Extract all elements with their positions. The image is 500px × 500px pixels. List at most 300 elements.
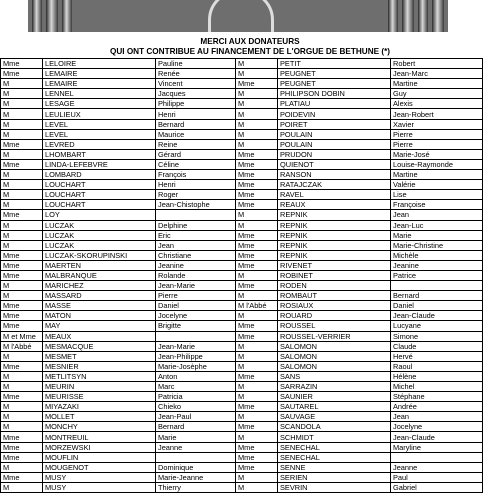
left-title-cell: Mme <box>1 159 43 169</box>
right-firstname-cell: Michel <box>391 382 483 392</box>
right-title-cell: M <box>236 109 278 119</box>
table-row <box>1 321 483 331</box>
table-row <box>1 351 483 361</box>
left-surname-cell: LUCZAK <box>43 220 156 230</box>
left-title-cell: Mme <box>1 210 43 220</box>
right-surname-cell: SAUVAGE <box>278 412 391 422</box>
left-firstname-cell: Thierry <box>156 482 236 492</box>
left-surname-cell: LEMAIRE <box>43 69 156 79</box>
right-firstname-cell: Pierre <box>391 129 483 139</box>
right-surname-cell: RIVENET <box>278 260 391 270</box>
right-title-cell: M <box>236 392 278 402</box>
right-firstname-cell: Jean-Marc <box>391 69 483 79</box>
table-row <box>1 291 483 301</box>
table-row <box>1 371 483 381</box>
left-surname-cell: MAY <box>43 321 156 331</box>
right-surname-cell: SCANDOLA <box>278 422 391 432</box>
right-surname-cell: SENNE <box>278 462 391 472</box>
left-title-cell: Mme <box>1 270 43 280</box>
right-surname-cell: REPNIK <box>278 230 391 240</box>
table-row <box>1 482 483 492</box>
left-surname-cell: LEVEL <box>43 119 156 129</box>
left-surname-cell: MALBRANQUE <box>43 270 156 280</box>
left-surname-cell: LOUCHART <box>43 180 156 190</box>
left-title-cell: Mme <box>1 472 43 482</box>
left-firstname-cell: Jean-Paul <box>156 412 236 422</box>
right-title-cell: M <box>236 129 278 139</box>
right-title-cell: Mme <box>236 149 278 159</box>
left-title-cell: Mme <box>1 361 43 371</box>
right-title-cell: M <box>236 139 278 149</box>
left-surname-cell: LENNEL <box>43 89 156 99</box>
left-surname-cell: LUCZAK <box>43 230 156 240</box>
left-title-cell: M <box>1 412 43 422</box>
right-title-cell: M <box>236 432 278 442</box>
table-row <box>1 190 483 200</box>
left-title-cell: M <box>1 382 43 392</box>
right-firstname-cell: Paul <box>391 472 483 482</box>
table-row <box>1 230 483 240</box>
right-surname-cell: PHILIPSON DOBIN <box>278 89 391 99</box>
left-surname-cell: LEMAIRE <box>43 79 156 89</box>
left-title-cell: M <box>1 190 43 200</box>
right-firstname-cell: Lise <box>391 190 483 200</box>
left-firstname-cell: Henri <box>156 180 236 190</box>
left-surname-cell: MAERTEN <box>43 260 156 270</box>
left-surname-cell: MONTREUIL <box>43 432 156 442</box>
left-surname-cell: MOUFLIN <box>43 452 156 462</box>
right-surname-cell: SENECHAL <box>278 452 391 462</box>
right-firstname-cell: Claude <box>391 341 483 351</box>
table-row <box>1 452 483 462</box>
left-title-cell: M <box>1 180 43 190</box>
left-title-cell: M <box>1 402 43 412</box>
table-row <box>1 412 483 422</box>
table-row <box>1 159 483 169</box>
left-surname-cell: MESMET <box>43 351 156 361</box>
left-firstname-cell: Dominique <box>156 462 236 472</box>
left-surname-cell: MORZEWSKI <box>43 442 156 452</box>
left-title-cell: Mme <box>1 452 43 462</box>
left-title-cell: M <box>1 200 43 210</box>
table-row <box>1 472 483 482</box>
right-title-cell: M <box>236 99 278 109</box>
right-title-cell: Mme <box>236 200 278 210</box>
table-row <box>1 79 483 89</box>
right-title-cell: M <box>236 472 278 482</box>
table-row <box>1 382 483 392</box>
left-firstname-cell: Jean-Philippe <box>156 351 236 361</box>
left-title-cell: M <box>1 170 43 180</box>
left-title-cell: Mme <box>1 250 43 260</box>
table-row <box>1 281 483 291</box>
left-title-cell: M <box>1 109 43 119</box>
right-surname-cell: REPNIK <box>278 250 391 260</box>
organ-photo <box>28 0 448 32</box>
left-firstname-cell: Marie-Josèphe <box>156 361 236 371</box>
right-firstname-cell: Gabriel <box>391 482 483 492</box>
left-surname-cell: METLITSYN <box>43 371 156 381</box>
left-surname-cell: MONCHY <box>43 422 156 432</box>
left-surname-cell: LUCZAK <box>43 240 156 250</box>
heading-line-1: MERCI AUX DONATEURS <box>200 37 300 46</box>
table-row <box>1 361 483 371</box>
left-firstname-cell: Roger <box>156 190 236 200</box>
left-title-cell: Mme <box>1 432 43 442</box>
left-surname-cell: MESNIER <box>43 361 156 371</box>
right-title-cell: Mme <box>236 190 278 200</box>
left-title-cell: Mme <box>1 311 43 321</box>
right-title-cell: Mme <box>236 442 278 452</box>
left-firstname-cell: François <box>156 170 236 180</box>
left-title-cell: M <box>1 220 43 230</box>
right-firstname-cell: Pierre <box>391 139 483 149</box>
left-surname-cell: MATON <box>43 311 156 321</box>
left-firstname-cell: Reine <box>156 139 236 149</box>
left-surname-cell: LELOIRE <box>43 59 156 69</box>
left-firstname-cell: Daniel <box>156 301 236 311</box>
left-surname-cell: MEURIN <box>43 382 156 392</box>
right-firstname-cell: Jeanne <box>391 462 483 472</box>
left-firstname-cell: Eric <box>156 230 236 240</box>
right-surname-cell: SARRAZIN <box>278 382 391 392</box>
left-firstname-cell: Renée <box>156 69 236 79</box>
left-firstname-cell: Marc <box>156 382 236 392</box>
right-title-cell: Mme <box>236 79 278 89</box>
table-row <box>1 119 483 129</box>
table-row <box>1 109 483 119</box>
table-row <box>1 442 483 452</box>
right-surname-cell: POIRET <box>278 119 391 129</box>
right-title-cell: Mme <box>236 281 278 291</box>
left-title-cell: M <box>1 149 43 159</box>
left-surname-cell: LEULIEUX <box>43 109 156 119</box>
right-firstname-cell: Marie-José <box>391 149 483 159</box>
right-surname-cell: POIDEVIN <box>278 109 391 119</box>
left-title-cell: M l'Abbé <box>1 341 43 351</box>
left-firstname-cell: Henri <box>156 109 236 119</box>
right-title-cell: Mme <box>236 452 278 462</box>
right-firstname-cell: Jean-Claude <box>391 432 483 442</box>
right-surname-cell: SCHMIDT <box>278 432 391 442</box>
table-row <box>1 402 483 412</box>
right-surname-cell: POULAIN <box>278 139 391 149</box>
right-title-cell: Mme <box>236 260 278 270</box>
table-row <box>1 422 483 432</box>
right-title-cell: Mme <box>236 321 278 331</box>
right-title-cell: Mme <box>236 230 278 240</box>
left-title-cell: Mme <box>1 301 43 311</box>
left-firstname-cell <box>156 452 236 462</box>
left-surname-cell: MESMACQUE <box>43 341 156 351</box>
left-title-cell: M <box>1 422 43 432</box>
right-surname-cell: SALOMON <box>278 361 391 371</box>
right-surname-cell: REPNIK <box>278 210 391 220</box>
left-title-cell: Mme <box>1 260 43 270</box>
right-surname-cell: ROUARD <box>278 311 391 321</box>
right-surname-cell: QUIENOT <box>278 159 391 169</box>
right-title-cell: M <box>236 69 278 79</box>
right-title-cell: Mme <box>236 240 278 250</box>
right-firstname-cell: Jeanine <box>391 260 483 270</box>
right-firstname-cell: Robert <box>391 59 483 69</box>
left-title-cell: M <box>1 119 43 129</box>
page-heading <box>0 37 500 56</box>
right-title-cell: M l'Abbé <box>236 301 278 311</box>
table-row <box>1 69 483 79</box>
right-title-cell: M <box>236 291 278 301</box>
right-title-cell: M <box>236 210 278 220</box>
table-row <box>1 210 483 220</box>
left-firstname-cell: Marie-Jeanne <box>156 472 236 482</box>
right-surname-cell: SEVRIN <box>278 482 391 492</box>
table-row <box>1 462 483 472</box>
left-firstname-cell: Jeanine <box>156 260 236 270</box>
left-firstname-cell: Céline <box>156 159 236 169</box>
right-firstname-cell: Bernard <box>391 291 483 301</box>
right-surname-cell: PEUGNET <box>278 79 391 89</box>
right-firstname-cell: Maryline <box>391 442 483 452</box>
right-title-cell: M <box>236 220 278 230</box>
table-row <box>1 59 483 69</box>
right-firstname-cell: Valérie <box>391 180 483 190</box>
left-title-cell: M <box>1 240 43 250</box>
right-title-cell: Mme <box>236 170 278 180</box>
left-firstname-cell <box>156 210 236 220</box>
left-surname-cell: MOLLET <box>43 412 156 422</box>
right-title-cell: M <box>236 270 278 280</box>
left-firstname-cell: Marie <box>156 432 236 442</box>
left-surname-cell: MUSY <box>43 482 156 492</box>
right-firstname-cell: Hervé <box>391 351 483 361</box>
table-row <box>1 432 483 442</box>
right-title-cell: Mme <box>236 462 278 472</box>
right-firstname-cell: Martine <box>391 79 483 89</box>
right-firstname-cell: Martine <box>391 170 483 180</box>
right-surname-cell: RANSON <box>278 170 391 180</box>
right-title-cell: M <box>236 361 278 371</box>
right-firstname-cell: Andrée <box>391 402 483 412</box>
right-firstname-cell: Simone <box>391 331 483 341</box>
right-title-cell: Mme <box>236 159 278 169</box>
left-firstname-cell: Pauline <box>156 59 236 69</box>
table-row <box>1 149 483 159</box>
right-title-cell: Mme <box>236 371 278 381</box>
left-title-cell: M <box>1 89 43 99</box>
table-row <box>1 392 483 402</box>
heading-line-2: QUI ONT CONTRIBUE AU FINANCEMENT DE L'ORGUE DE BETHUNE (*) <box>109 46 391 56</box>
right-firstname-cell: Michèle <box>391 250 483 260</box>
right-firstname-cell: Xavier <box>391 119 483 129</box>
right-surname-cell: RAVEL <box>278 190 391 200</box>
table-row <box>1 301 483 311</box>
donor-table <box>0 58 483 493</box>
left-title-cell: M <box>1 351 43 361</box>
right-firstname-cell: Jean <box>391 412 483 422</box>
left-surname-cell: MARICHEZ <box>43 281 156 291</box>
right-surname-cell: SAUNIER <box>278 392 391 402</box>
left-firstname-cell: Jean-Marie <box>156 341 236 351</box>
right-surname-cell: SALOMON <box>278 341 391 351</box>
right-firstname-cell: Hélène <box>391 371 483 381</box>
left-firstname-cell: Maurice <box>156 129 236 139</box>
right-firstname-cell: Marie <box>391 230 483 240</box>
right-title-cell: M <box>236 311 278 321</box>
table-row <box>1 139 483 149</box>
right-surname-cell: POULAIN <box>278 129 391 139</box>
right-title-cell: Mme <box>236 250 278 260</box>
left-surname-cell: MASSE <box>43 301 156 311</box>
left-firstname-cell: Bernard <box>156 119 236 129</box>
right-surname-cell: ROMBAUT <box>278 291 391 301</box>
left-surname-cell: LINDA-LEFEBVRE <box>43 159 156 169</box>
left-firstname-cell: Chieko <box>156 402 236 412</box>
left-title-cell: M <box>1 230 43 240</box>
table-row <box>1 260 483 270</box>
table-row <box>1 89 483 99</box>
right-surname-cell: ROBINET <box>278 270 391 280</box>
left-firstname-cell <box>156 331 236 341</box>
left-surname-cell: MEAUX <box>43 331 156 341</box>
right-surname-cell: ROUSSEL <box>278 321 391 331</box>
left-title-cell: Mme <box>1 392 43 402</box>
right-title-cell: Mme <box>236 331 278 341</box>
right-firstname-cell: Jean <box>391 210 483 220</box>
right-title-cell: M <box>236 59 278 69</box>
right-firstname-cell: Lucyane <box>391 321 483 331</box>
right-firstname-cell: Raoul <box>391 361 483 371</box>
right-title-cell: M <box>236 382 278 392</box>
left-surname-cell: LOMBARD <box>43 170 156 180</box>
table-row <box>1 311 483 321</box>
left-surname-cell: MEURISSE <box>43 392 156 402</box>
left-firstname-cell: Brigitte <box>156 321 236 331</box>
left-firstname-cell: Christiane <box>156 250 236 260</box>
left-title-cell: Mme <box>1 59 43 69</box>
left-title-cell: M <box>1 482 43 492</box>
right-surname-cell: REAUX <box>278 200 391 210</box>
table-row <box>1 331 483 341</box>
donor-table-body <box>1 59 483 493</box>
left-surname-cell: LESAGE <box>43 99 156 109</box>
right-title-cell: Mme <box>236 402 278 412</box>
right-firstname-cell: Jocelyne <box>391 422 483 432</box>
left-surname-cell: LEVRED <box>43 139 156 149</box>
right-firstname-cell: Stéphane <box>391 392 483 402</box>
right-title-cell: M <box>236 412 278 422</box>
left-title-cell: M <box>1 462 43 472</box>
right-title-cell: Mme <box>236 422 278 432</box>
left-firstname-cell: Anton <box>156 371 236 381</box>
left-firstname-cell: Jean-Chistophe <box>156 200 236 210</box>
right-surname-cell: RODEN <box>278 281 391 291</box>
left-surname-cell: LHOMBART <box>43 149 156 159</box>
table-row <box>1 129 483 139</box>
left-surname-cell: MUSY <box>43 472 156 482</box>
right-firstname-cell: Daniel <box>391 301 483 311</box>
left-firstname-cell: Jeanne <box>156 442 236 452</box>
right-title-cell: M <box>236 341 278 351</box>
left-title-cell: M <box>1 79 43 89</box>
left-title-cell: Mme <box>1 139 43 149</box>
right-surname-cell: PEUGNET <box>278 69 391 79</box>
left-title-cell: M <box>1 371 43 381</box>
left-title-cell: M <box>1 281 43 291</box>
right-surname-cell: SANS <box>278 371 391 381</box>
right-firstname-cell: Jean-Luc <box>391 220 483 230</box>
right-firstname-cell <box>391 452 483 462</box>
table-row <box>1 200 483 210</box>
left-firstname-cell: Bernard <box>156 422 236 432</box>
left-title-cell: Mme <box>1 321 43 331</box>
right-title-cell: Mme <box>236 180 278 190</box>
right-firstname-cell: Alexis <box>391 99 483 109</box>
table-row <box>1 240 483 250</box>
right-title-cell: M <box>236 351 278 361</box>
left-surname-cell: LOUCHART <box>43 190 156 200</box>
right-surname-cell: SENECHAL <box>278 442 391 452</box>
table-row <box>1 220 483 230</box>
right-surname-cell: PLATIAU <box>278 99 391 109</box>
right-firstname-cell: Marie-Christine <box>391 240 483 250</box>
table-row <box>1 270 483 280</box>
table-row <box>1 170 483 180</box>
left-firstname-cell: Jacques <box>156 89 236 99</box>
right-surname-cell: PRUDON <box>278 149 391 159</box>
right-firstname-cell: Patrice <box>391 270 483 280</box>
right-surname-cell: RATAJCZAK <box>278 180 391 190</box>
left-firstname-cell: Philippe <box>156 99 236 109</box>
right-surname-cell: SALOMON <box>278 351 391 361</box>
right-title-cell: M <box>236 119 278 129</box>
left-firstname-cell: Rolande <box>156 270 236 280</box>
table-row <box>1 341 483 351</box>
left-surname-cell: LUCZAK-SKORUPINSKI <box>43 250 156 260</box>
left-title-cell: Mme <box>1 442 43 452</box>
right-surname-cell: REPNIK <box>278 240 391 250</box>
left-firstname-cell: Jean-Marie <box>156 281 236 291</box>
left-surname-cell: MASSARD <box>43 291 156 301</box>
right-firstname-cell: Jean-Claude <box>391 311 483 321</box>
left-firstname-cell: Jean <box>156 240 236 250</box>
table-row <box>1 180 483 190</box>
right-firstname-cell: Françoise <box>391 200 483 210</box>
left-title-cell: M <box>1 291 43 301</box>
right-surname-cell: SAUTAREL <box>278 402 391 412</box>
left-title-cell: M <box>1 99 43 109</box>
left-surname-cell: LOUCHART <box>43 200 156 210</box>
left-firstname-cell: Pierre <box>156 291 236 301</box>
left-firstname-cell: Jocelyne <box>156 311 236 321</box>
right-title-cell: M <box>236 482 278 492</box>
right-firstname-cell: Jean-Robert <box>391 109 483 119</box>
right-firstname-cell: Louise-Raymonde <box>391 159 483 169</box>
left-surname-cell: LOY <box>43 210 156 220</box>
right-firstname-cell <box>391 281 483 291</box>
right-surname-cell: PETIT <box>278 59 391 69</box>
right-firstname-cell: Guy <box>391 89 483 99</box>
left-title-cell: M <box>1 129 43 139</box>
left-title-cell: Mme <box>1 69 43 79</box>
left-firstname-cell: Delphine <box>156 220 236 230</box>
left-surname-cell: MIYAZAKI <box>43 402 156 412</box>
left-firstname-cell: Vincent <box>156 79 236 89</box>
right-surname-cell: ROUSSEL-VERRIER <box>278 331 391 341</box>
right-title-cell: M <box>236 89 278 99</box>
table-row <box>1 250 483 260</box>
left-firstname-cell: Patricia <box>156 392 236 402</box>
right-surname-cell: ROSIAUX <box>278 301 391 311</box>
